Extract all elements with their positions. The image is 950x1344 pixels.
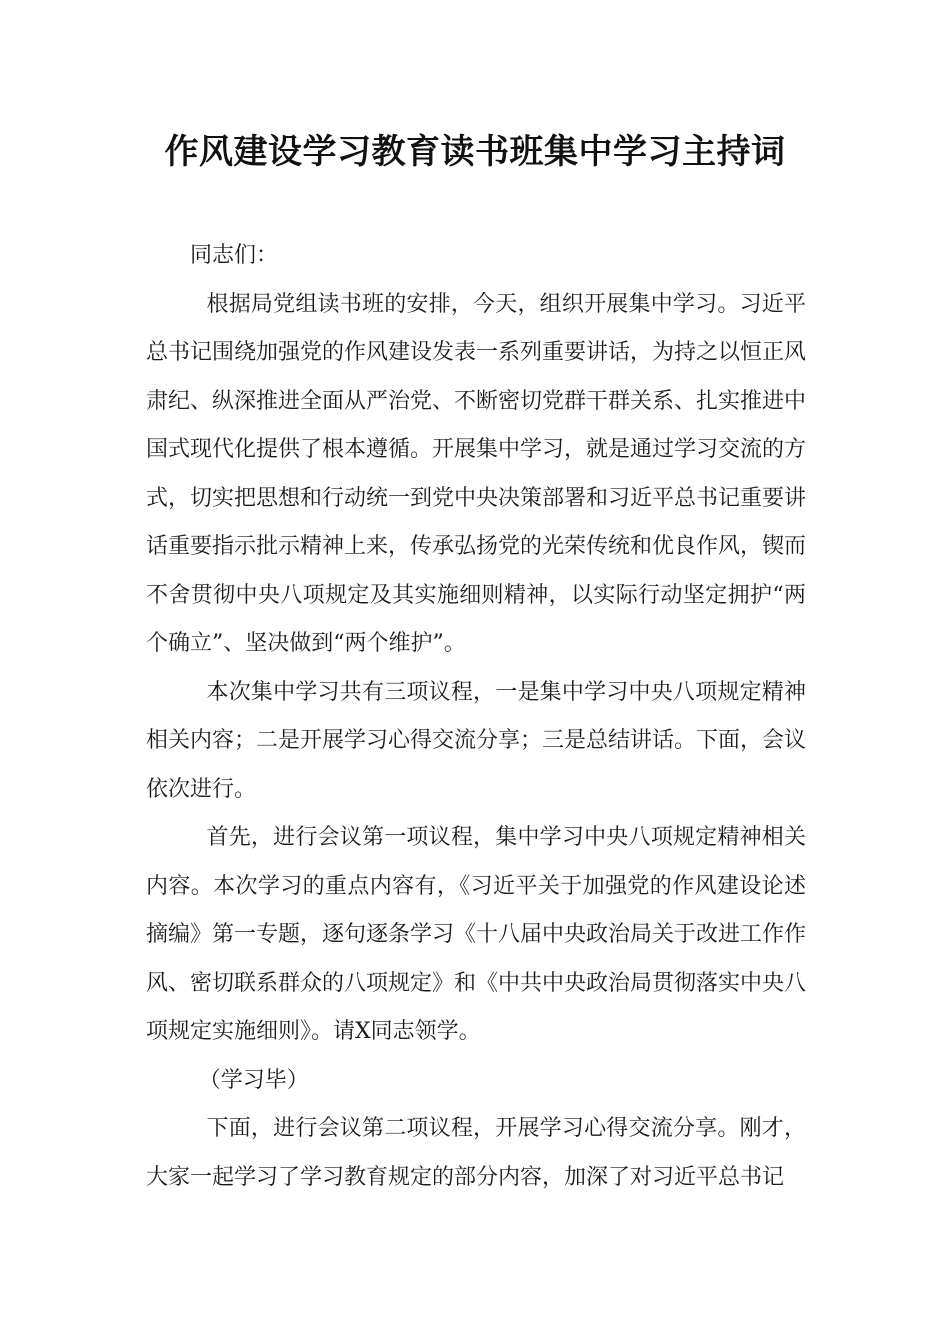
document-body [146, 232, 806, 1202]
document-title: 作风建设学习教育读书班集中学习主持词 [164, 132, 786, 172]
salutation: 同志们： [190, 243, 279, 268]
paragraph-second-item: 下面，进行会议第二项议程，开展学习心得交流分享。刚才，大家一起学习了学习教育规定的部分内容，加深了对习近平总书记 [146, 1116, 806, 1190]
paragraph-agenda: 本次集中学习共有三项议程，一是集中学习中央八项规定精神相关内容；二是开展学习心得交流分享；三是总结讲话。下面，会议依次进行。 [146, 679, 807, 802]
paragraph-first-item: 首先，进行会议第一项议程，集中学习中央八项规定精神相关内容。本次学习的重点内容有，《习近平关于加强党的作风建设论述摘编》第一专题，逐句逐条学习《十八届中央政治局关于改进工作作风、密切联系群众的八项规定》和《中共中央政治局贯彻落实中央八项规定实施细则》。请X同志领学。 [146, 825, 807, 1044]
aside-note: （学习毕） [198, 1067, 309, 1093]
paragraph-intro: 根据局党组读书班的安排，今天，组织开展集中学习。习近平总书记围绕加强党的作风建设发表一系列重要讲话，为持之以恒正风肃纪、纵深推进全面从严治党、不断密切党群干群关系、扎实推进中国式现代化提供了根本遵循。开展集中学习，就是通过学习交流的方式，切实把思想和行动统一到党中央决策部署和习近平总书记重要讲话重要指示批示精神上来，传承弘扬党的光荣传统和优良作风，锲而不舍贯彻中央八项规定及其实施细则精神，以实际行动坚定拥护“两个确立”、坚决做到“两个维护”。 [146, 291, 807, 656]
